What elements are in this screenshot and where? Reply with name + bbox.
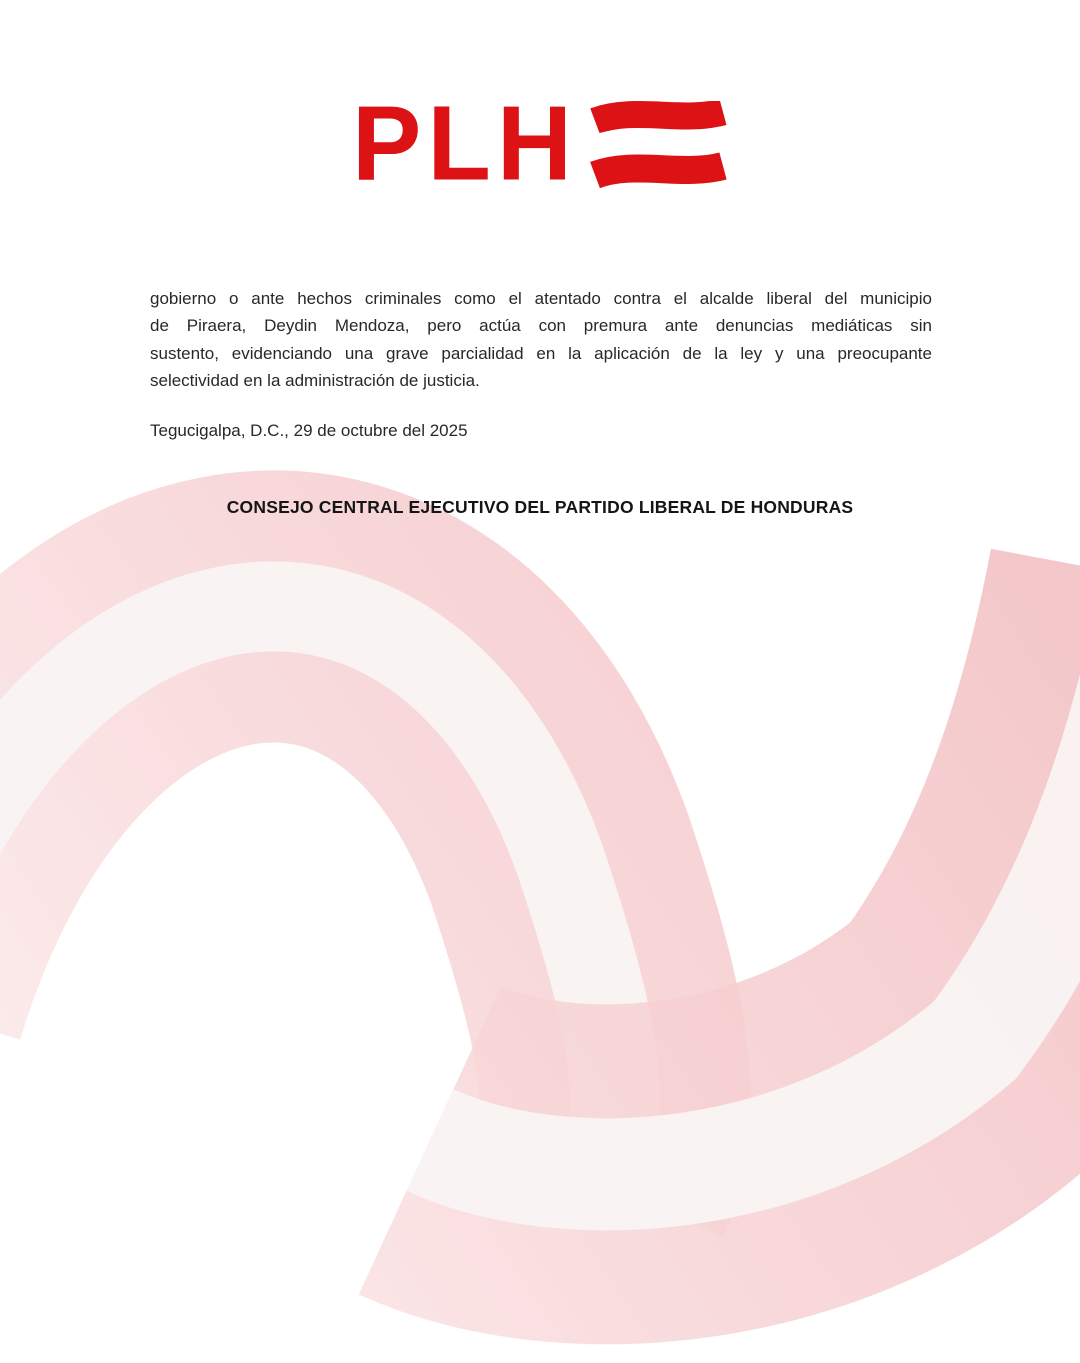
honduras-liberal-flag-icon [590, 101, 728, 193]
plh-logo-text: PLH [352, 84, 578, 204]
paragraph-line: gobierno o ante hechos criminales como el atentado contra el alcalde liberal del municipio [150, 289, 932, 308]
body-paragraph [150, 285, 932, 395]
paragraph-line: de Piraera, Deydin Mendoza, pero actúa con premura ante denuncias mediáticas sin [150, 316, 932, 336]
paragraph-line: selectividad en la administración de justicia. [150, 371, 480, 391]
signature-line: CONSEJO CENTRAL EJECUTIVO DEL PARTIDO LIBERAL DE HONDURAS [226, 497, 854, 517]
paragraph-line: sustento, evidenciando una grave parcialidad en la aplicación de la ley y una preocupante [150, 343, 932, 363]
dateline: Tegucigalpa, D.C., 29 de octubre del 2025 [150, 421, 468, 440]
plh-logo [0, 84, 1080, 204]
